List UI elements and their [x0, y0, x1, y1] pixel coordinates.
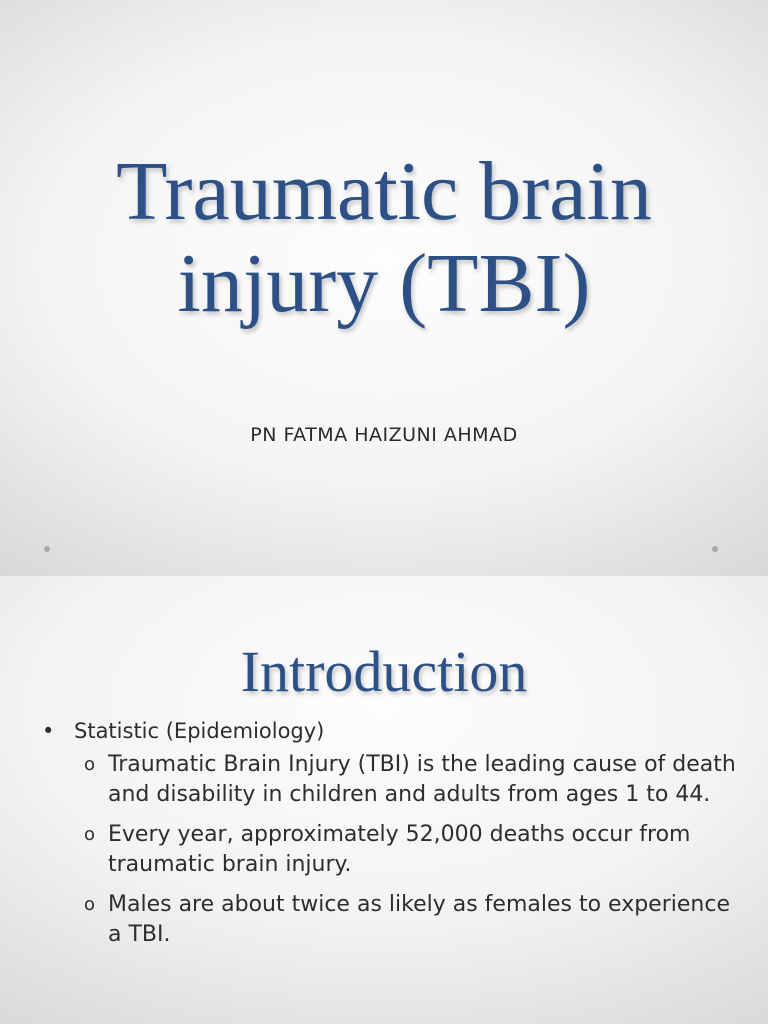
slide-title-line-1: Traumatic brain — [116, 145, 652, 238]
introduction-title: Introduction — [240, 639, 528, 704]
author-name: PN FATMA HAIZUNI AHMAD — [250, 424, 518, 446]
introduction-slide — [0, 576, 768, 1024]
sub-bullet-item — [42, 890, 742, 950]
slide-title — [0, 146, 768, 330]
slide-title-line-2: injury (TBI) — [177, 237, 591, 330]
sub-bullet-text: Every year, approximately 52,000 deaths occur from traumatic brain injury. — [108, 822, 691, 877]
decorative-dot-left — [44, 546, 50, 552]
bullet-item — [42, 716, 742, 746]
sub-bullet-text: Traumatic Brain Injury (TBI) is the leading cause of death and disability in children and adults from ages 1 to 44. — [108, 752, 736, 807]
sub-bullet-item — [42, 820, 742, 880]
bullet-text: Statistic (Epidemiology) — [74, 719, 325, 743]
sub-bullet-marker: o — [84, 894, 96, 915]
bullet-list — [42, 716, 742, 960]
decorative-dot-right — [712, 546, 718, 552]
sub-bullet-item — [42, 750, 742, 810]
bullet-marker: • — [42, 719, 55, 743]
sub-bullet-text: Males are about twice as likely as females to experience a TBI. — [108, 892, 730, 947]
sub-bullet-marker: o — [84, 754, 96, 775]
sub-bullet-marker: o — [84, 824, 96, 845]
